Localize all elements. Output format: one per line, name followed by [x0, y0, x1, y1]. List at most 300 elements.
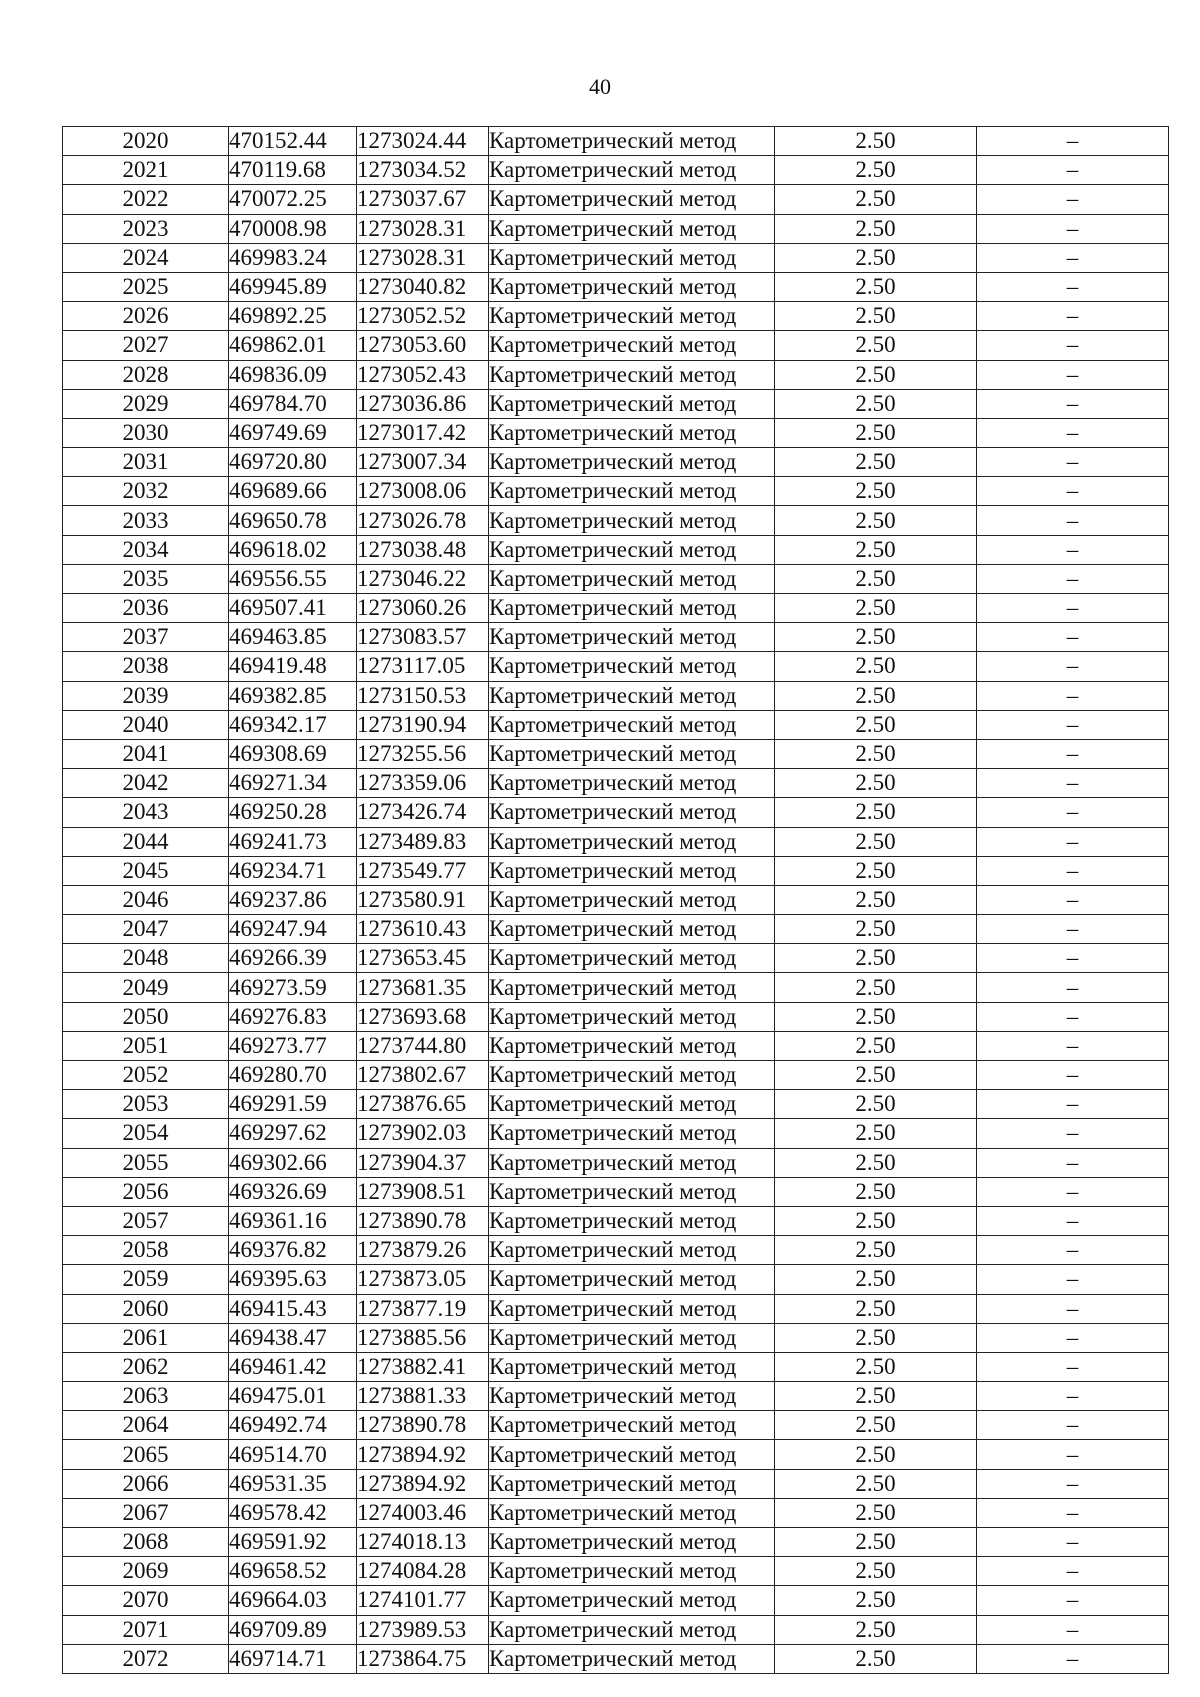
x-coordinate-cell: 469618.02	[229, 535, 357, 564]
table-row	[63, 769, 1169, 798]
x-coordinate-cell: 469461.42	[229, 1352, 357, 1381]
x-coordinate-cell: 469983.24	[229, 243, 357, 272]
y-coordinate-cell: 1273053.60	[357, 331, 489, 360]
accuracy-cell: 2.50	[775, 1586, 977, 1615]
table-row	[63, 1615, 1169, 1644]
note-cell: –	[977, 944, 1169, 973]
point-number-cell: 2036	[63, 594, 229, 623]
y-coordinate-cell: 1273017.42	[357, 418, 489, 447]
coordinates-table-body	[63, 127, 1169, 1674]
accuracy-cell: 2.50	[775, 448, 977, 477]
table-row	[63, 1265, 1169, 1294]
method-cell: Картометрический метод	[489, 973, 775, 1002]
point-number-cell: 2072	[63, 1644, 229, 1673]
y-coordinate-cell: 1273117.05	[357, 652, 489, 681]
accuracy-cell: 2.50	[775, 798, 977, 827]
point-number-cell: 2025	[63, 272, 229, 301]
note-cell: –	[977, 1528, 1169, 1557]
y-coordinate-cell: 1273989.53	[357, 1615, 489, 1644]
x-coordinate-cell: 469415.43	[229, 1294, 357, 1323]
point-number-cell: 2020	[63, 127, 229, 156]
table-row	[63, 1528, 1169, 1557]
page-number: 40	[589, 74, 611, 99]
point-number-cell: 2038	[63, 652, 229, 681]
y-coordinate-cell: 1273028.31	[357, 214, 489, 243]
note-cell: –	[977, 798, 1169, 827]
y-coordinate-cell: 1273876.65	[357, 1090, 489, 1119]
accuracy-cell: 2.50	[775, 272, 977, 301]
point-number-cell: 2060	[63, 1294, 229, 1323]
method-cell: Картометрический метод	[489, 331, 775, 360]
table-row	[63, 652, 1169, 681]
table-row	[63, 272, 1169, 301]
table-row	[63, 1323, 1169, 1352]
point-number-cell: 2070	[63, 1586, 229, 1615]
point-number-cell: 2026	[63, 302, 229, 331]
note-cell: –	[977, 389, 1169, 418]
x-coordinate-cell: 469892.25	[229, 302, 357, 331]
point-number-cell: 2031	[63, 448, 229, 477]
x-coordinate-cell: 469241.73	[229, 827, 357, 856]
point-number-cell: 2041	[63, 739, 229, 768]
accuracy-cell: 2.50	[775, 360, 977, 389]
y-coordinate-cell: 1273549.77	[357, 856, 489, 885]
point-number-cell: 2065	[63, 1440, 229, 1469]
method-cell: Картометрический метод	[489, 1440, 775, 1469]
note-cell: –	[977, 885, 1169, 914]
method-cell: Картометрический метод	[489, 1031, 775, 1060]
y-coordinate-cell: 1273879.26	[357, 1236, 489, 1265]
accuracy-cell: 2.50	[775, 594, 977, 623]
x-coordinate-cell: 469658.52	[229, 1557, 357, 1586]
method-cell: Картометрический метод	[489, 710, 775, 739]
x-coordinate-cell: 469250.28	[229, 798, 357, 827]
point-number-cell: 2056	[63, 1177, 229, 1206]
note-cell: –	[977, 1382, 1169, 1411]
note-cell: –	[977, 156, 1169, 185]
accuracy-cell: 2.50	[775, 1411, 977, 1440]
y-coordinate-cell: 1273873.05	[357, 1265, 489, 1294]
note-cell: –	[977, 1090, 1169, 1119]
x-coordinate-cell: 470119.68	[229, 156, 357, 185]
method-cell: Картометрический метод	[489, 798, 775, 827]
table-row	[63, 1061, 1169, 1090]
note-cell: –	[977, 1294, 1169, 1323]
x-coordinate-cell: 469361.16	[229, 1206, 357, 1235]
note-cell: –	[977, 1586, 1169, 1615]
table-row	[63, 302, 1169, 331]
method-cell: Картометрический метод	[489, 1644, 775, 1673]
method-cell: Картометрический метод	[489, 769, 775, 798]
y-coordinate-cell: 1273890.78	[357, 1206, 489, 1235]
note-cell: –	[977, 243, 1169, 272]
note-cell: –	[977, 827, 1169, 856]
note-cell: –	[977, 506, 1169, 535]
y-coordinate-cell: 1273040.82	[357, 272, 489, 301]
accuracy-cell: 2.50	[775, 944, 977, 973]
point-number-cell: 2039	[63, 681, 229, 710]
method-cell: Картометрический метод	[489, 127, 775, 156]
method-cell: Картометрический метод	[489, 185, 775, 214]
point-number-cell: 2067	[63, 1498, 229, 1527]
note-cell: –	[977, 1615, 1169, 1644]
note-cell: –	[977, 652, 1169, 681]
note-cell: –	[977, 1061, 1169, 1090]
x-coordinate-cell: 469507.41	[229, 594, 357, 623]
y-coordinate-cell: 1273902.03	[357, 1119, 489, 1148]
accuracy-cell: 2.50	[775, 973, 977, 1002]
method-cell: Картометрический метод	[489, 1498, 775, 1527]
accuracy-cell: 2.50	[775, 1236, 977, 1265]
accuracy-cell: 2.50	[775, 1498, 977, 1527]
coordinates-table	[62, 126, 1169, 1674]
note-cell: –	[977, 973, 1169, 1002]
accuracy-cell: 2.50	[775, 185, 977, 214]
x-coordinate-cell: 469578.42	[229, 1498, 357, 1527]
accuracy-cell: 2.50	[775, 418, 977, 447]
method-cell: Картометрический метод	[489, 302, 775, 331]
point-number-cell: 2052	[63, 1061, 229, 1090]
method-cell: Картометрический метод	[489, 156, 775, 185]
point-number-cell: 2063	[63, 1382, 229, 1411]
table-row	[63, 1469, 1169, 1498]
point-number-cell: 2051	[63, 1031, 229, 1060]
y-coordinate-cell: 1273024.44	[357, 127, 489, 156]
y-coordinate-cell: 1273653.45	[357, 944, 489, 973]
point-number-cell: 2046	[63, 885, 229, 914]
accuracy-cell: 2.50	[775, 1177, 977, 1206]
note-cell: –	[977, 681, 1169, 710]
accuracy-cell: 2.50	[775, 506, 977, 535]
y-coordinate-cell: 1273052.52	[357, 302, 489, 331]
y-coordinate-cell: 1273693.68	[357, 1002, 489, 1031]
y-coordinate-cell: 1273036.86	[357, 389, 489, 418]
note-cell: –	[977, 272, 1169, 301]
y-coordinate-cell: 1273885.56	[357, 1323, 489, 1352]
note-cell: –	[977, 1265, 1169, 1294]
accuracy-cell: 2.50	[775, 156, 977, 185]
accuracy-cell: 2.50	[775, 1061, 977, 1090]
x-coordinate-cell: 469591.92	[229, 1528, 357, 1557]
accuracy-cell: 2.50	[775, 769, 977, 798]
point-number-cell: 2032	[63, 477, 229, 506]
method-cell: Картометрический метод	[489, 1294, 775, 1323]
x-coordinate-cell: 469273.77	[229, 1031, 357, 1060]
x-coordinate-cell: 469280.70	[229, 1061, 357, 1090]
y-coordinate-cell: 1273489.83	[357, 827, 489, 856]
table-row	[63, 1644, 1169, 1673]
table-row	[63, 623, 1169, 652]
table-row	[63, 564, 1169, 593]
point-number-cell: 2022	[63, 185, 229, 214]
y-coordinate-cell: 1273007.34	[357, 448, 489, 477]
table-row	[63, 1411, 1169, 1440]
method-cell: Картометрический метод	[489, 1148, 775, 1177]
note-cell: –	[977, 1323, 1169, 1352]
method-cell: Картометрический метод	[489, 827, 775, 856]
method-cell: Картометрический метод	[489, 652, 775, 681]
method-cell: Картометрический метод	[489, 1323, 775, 1352]
y-coordinate-cell: 1273426.74	[357, 798, 489, 827]
x-coordinate-cell: 469266.39	[229, 944, 357, 973]
x-coordinate-cell: 469475.01	[229, 1382, 357, 1411]
y-coordinate-cell: 1274101.77	[357, 1586, 489, 1615]
point-number-cell: 2037	[63, 623, 229, 652]
note-cell: –	[977, 1148, 1169, 1177]
x-coordinate-cell: 470152.44	[229, 127, 357, 156]
point-number-cell: 2048	[63, 944, 229, 973]
point-number-cell: 2058	[63, 1236, 229, 1265]
y-coordinate-cell: 1273052.43	[357, 360, 489, 389]
point-number-cell: 2035	[63, 564, 229, 593]
x-coordinate-cell: 469531.35	[229, 1469, 357, 1498]
note-cell: –	[977, 1469, 1169, 1498]
table-row	[63, 1440, 1169, 1469]
method-cell: Картометрический метод	[489, 360, 775, 389]
x-coordinate-cell: 469945.89	[229, 272, 357, 301]
x-coordinate-cell: 469302.66	[229, 1148, 357, 1177]
table-row	[63, 214, 1169, 243]
accuracy-cell: 2.50	[775, 1265, 977, 1294]
table-row	[63, 418, 1169, 447]
accuracy-cell: 2.50	[775, 1615, 977, 1644]
accuracy-cell: 2.50	[775, 1440, 977, 1469]
point-number-cell: 2040	[63, 710, 229, 739]
note-cell: –	[977, 477, 1169, 506]
point-number-cell: 2024	[63, 243, 229, 272]
method-cell: Картометрический метод	[489, 1177, 775, 1206]
point-number-cell: 2055	[63, 1148, 229, 1177]
method-cell: Картометрический метод	[489, 243, 775, 272]
accuracy-cell: 2.50	[775, 652, 977, 681]
point-number-cell: 2057	[63, 1206, 229, 1235]
y-coordinate-cell: 1273864.75	[357, 1644, 489, 1673]
note-cell: –	[977, 1177, 1169, 1206]
method-cell: Картометрический метод	[489, 1236, 775, 1265]
method-cell: Картометрический метод	[489, 448, 775, 477]
point-number-cell: 2027	[63, 331, 229, 360]
point-number-cell: 2033	[63, 506, 229, 535]
table-row	[63, 1586, 1169, 1615]
y-coordinate-cell: 1273908.51	[357, 1177, 489, 1206]
x-coordinate-cell: 469419.48	[229, 652, 357, 681]
note-cell: –	[977, 1557, 1169, 1586]
y-coordinate-cell: 1273881.33	[357, 1382, 489, 1411]
point-number-cell: 2064	[63, 1411, 229, 1440]
method-cell: Картометрический метод	[489, 885, 775, 914]
point-number-cell: 2053	[63, 1090, 229, 1119]
table-row	[63, 681, 1169, 710]
accuracy-cell: 2.50	[775, 535, 977, 564]
x-coordinate-cell: 469836.09	[229, 360, 357, 389]
note-cell: –	[977, 331, 1169, 360]
accuracy-cell: 2.50	[775, 710, 977, 739]
note-cell: –	[977, 710, 1169, 739]
y-coordinate-cell: 1273026.78	[357, 506, 489, 535]
point-number-cell: 2042	[63, 769, 229, 798]
method-cell: Картометрический метод	[489, 1265, 775, 1294]
accuracy-cell: 2.50	[775, 1002, 977, 1031]
point-number-cell: 2062	[63, 1352, 229, 1381]
table-row	[63, 856, 1169, 885]
note-cell: –	[977, 623, 1169, 652]
y-coordinate-cell: 1273890.78	[357, 1411, 489, 1440]
table-row	[63, 827, 1169, 856]
table-row	[63, 243, 1169, 272]
method-cell: Картометрический метод	[489, 418, 775, 447]
x-coordinate-cell: 469556.55	[229, 564, 357, 593]
y-coordinate-cell: 1274084.28	[357, 1557, 489, 1586]
y-coordinate-cell: 1273580.91	[357, 885, 489, 914]
table-row	[63, 156, 1169, 185]
point-number-cell: 2029	[63, 389, 229, 418]
accuracy-cell: 2.50	[775, 1148, 977, 1177]
y-coordinate-cell: 1273190.94	[357, 710, 489, 739]
note-cell: –	[977, 360, 1169, 389]
table-row	[63, 1177, 1169, 1206]
point-number-cell: 2059	[63, 1265, 229, 1294]
method-cell: Картометрический метод	[489, 739, 775, 768]
point-number-cell: 2021	[63, 156, 229, 185]
note-cell: –	[977, 1411, 1169, 1440]
accuracy-cell: 2.50	[775, 1323, 977, 1352]
x-coordinate-cell: 469237.86	[229, 885, 357, 914]
accuracy-cell: 2.50	[775, 1031, 977, 1060]
note-cell: –	[977, 739, 1169, 768]
method-cell: Картометрический метод	[489, 564, 775, 593]
method-cell: Картометрический метод	[489, 1469, 775, 1498]
table-row	[63, 798, 1169, 827]
method-cell: Картометрический метод	[489, 1206, 775, 1235]
table-row	[63, 1236, 1169, 1265]
x-coordinate-cell: 469514.70	[229, 1440, 357, 1469]
y-coordinate-cell: 1273255.56	[357, 739, 489, 768]
method-cell: Картометрический метод	[489, 1615, 775, 1644]
y-coordinate-cell: 1273034.52	[357, 156, 489, 185]
table-row	[63, 973, 1169, 1002]
accuracy-cell: 2.50	[775, 477, 977, 506]
accuracy-cell: 2.50	[775, 1119, 977, 1148]
y-coordinate-cell: 1273877.19	[357, 1294, 489, 1323]
point-number-cell: 2054	[63, 1119, 229, 1148]
point-number-cell: 2045	[63, 856, 229, 885]
y-coordinate-cell: 1274003.46	[357, 1498, 489, 1527]
x-coordinate-cell: 469463.85	[229, 623, 357, 652]
x-coordinate-cell: 470072.25	[229, 185, 357, 214]
y-coordinate-cell: 1273882.41	[357, 1352, 489, 1381]
y-coordinate-cell: 1274018.13	[357, 1528, 489, 1557]
accuracy-cell: 2.50	[775, 1090, 977, 1119]
accuracy-cell: 2.50	[775, 1206, 977, 1235]
table-row	[63, 1352, 1169, 1381]
method-cell: Картометрический метод	[489, 535, 775, 564]
note-cell: –	[977, 185, 1169, 214]
y-coordinate-cell: 1273359.06	[357, 769, 489, 798]
y-coordinate-cell: 1273008.06	[357, 477, 489, 506]
x-coordinate-cell: 469342.17	[229, 710, 357, 739]
method-cell: Картометрический метод	[489, 389, 775, 418]
method-cell: Картометрический метод	[489, 681, 775, 710]
x-coordinate-cell: 469438.47	[229, 1323, 357, 1352]
method-cell: Картометрический метод	[489, 1557, 775, 1586]
method-cell: Картометрический метод	[489, 214, 775, 243]
note-cell: –	[977, 769, 1169, 798]
note-cell: –	[977, 1206, 1169, 1235]
x-coordinate-cell: 469689.66	[229, 477, 357, 506]
x-coordinate-cell: 469709.89	[229, 1615, 357, 1644]
note-cell: –	[977, 594, 1169, 623]
accuracy-cell: 2.50	[775, 681, 977, 710]
y-coordinate-cell: 1273150.53	[357, 681, 489, 710]
x-coordinate-cell: 469276.83	[229, 1002, 357, 1031]
x-coordinate-cell: 469376.82	[229, 1236, 357, 1265]
accuracy-cell: 2.50	[775, 623, 977, 652]
y-coordinate-cell: 1273028.31	[357, 243, 489, 272]
x-coordinate-cell: 469492.74	[229, 1411, 357, 1440]
x-coordinate-cell: 469395.63	[229, 1265, 357, 1294]
note-cell: –	[977, 418, 1169, 447]
point-number-cell: 2071	[63, 1615, 229, 1644]
table-row	[63, 1090, 1169, 1119]
table-row	[63, 1294, 1169, 1323]
accuracy-cell: 2.50	[775, 915, 977, 944]
note-cell: –	[977, 302, 1169, 331]
accuracy-cell: 2.50	[775, 331, 977, 360]
note-cell: –	[977, 214, 1169, 243]
table-row	[63, 331, 1169, 360]
point-number-cell: 2023	[63, 214, 229, 243]
table-row	[63, 594, 1169, 623]
y-coordinate-cell: 1273744.80	[357, 1031, 489, 1060]
y-coordinate-cell: 1273046.22	[357, 564, 489, 593]
table-row	[63, 389, 1169, 418]
method-cell: Картометрический метод	[489, 1528, 775, 1557]
note-cell: –	[977, 1031, 1169, 1060]
x-coordinate-cell: 469664.03	[229, 1586, 357, 1615]
y-coordinate-cell: 1273037.67	[357, 185, 489, 214]
method-cell: Картометрический метод	[489, 477, 775, 506]
x-coordinate-cell: 469650.78	[229, 506, 357, 535]
x-coordinate-cell: 469271.34	[229, 769, 357, 798]
y-coordinate-cell: 1273681.35	[357, 973, 489, 1002]
x-coordinate-cell: 469382.85	[229, 681, 357, 710]
accuracy-cell: 2.50	[775, 1557, 977, 1586]
accuracy-cell: 2.50	[775, 885, 977, 914]
point-number-cell: 2061	[63, 1323, 229, 1352]
table-row	[63, 185, 1169, 214]
note-cell: –	[977, 564, 1169, 593]
method-cell: Картометрический метод	[489, 594, 775, 623]
point-number-cell: 2030	[63, 418, 229, 447]
note-cell: –	[977, 127, 1169, 156]
point-number-cell: 2028	[63, 360, 229, 389]
point-number-cell: 2043	[63, 798, 229, 827]
method-cell: Картометрический метод	[489, 1411, 775, 1440]
table-row	[63, 535, 1169, 564]
accuracy-cell: 2.50	[775, 739, 977, 768]
note-cell: –	[977, 856, 1169, 885]
accuracy-cell: 2.50	[775, 1528, 977, 1557]
point-number-cell: 2034	[63, 535, 229, 564]
x-coordinate-cell: 469326.69	[229, 1177, 357, 1206]
table-row	[63, 885, 1169, 914]
y-coordinate-cell: 1273904.37	[357, 1148, 489, 1177]
method-cell: Картометрический метод	[489, 506, 775, 535]
table-row	[63, 944, 1169, 973]
x-coordinate-cell: 469291.59	[229, 1090, 357, 1119]
method-cell: Картометрический метод	[489, 623, 775, 652]
table-row	[63, 710, 1169, 739]
